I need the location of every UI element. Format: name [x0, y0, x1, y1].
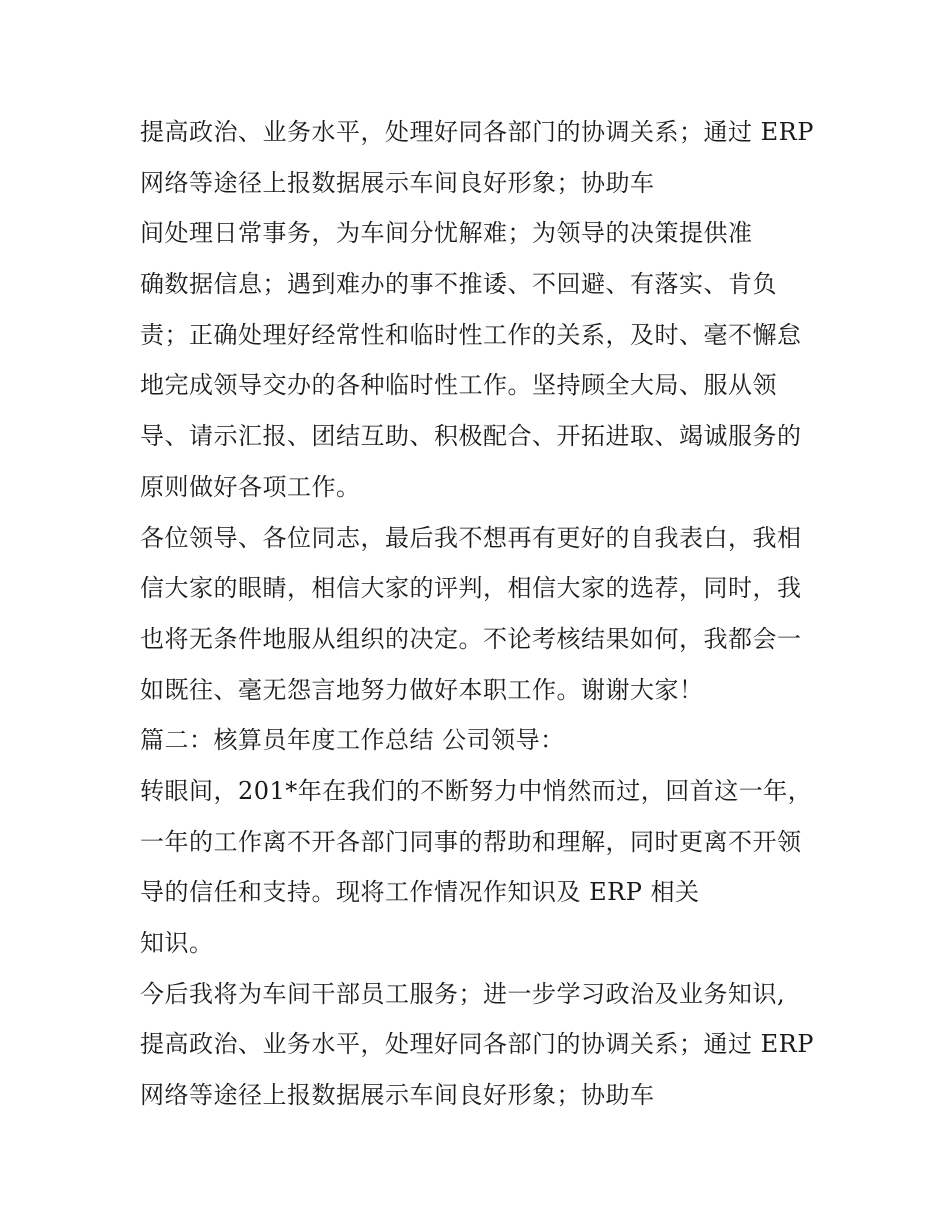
text-line: 转眼间，201*年在我们的不断努力中悄然而过，回首这一年， — [140, 776, 813, 805]
text-line: 导、请示汇报、团结互助、积极配合、开拓进取、竭诚服务的 — [140, 422, 802, 451]
text-line: 如既往、毫无怨言地努力做好本职工作。谢谢大家！ — [140, 675, 704, 704]
text-line: 信大家的眼睛，相信大家的评判，相信大家的选荐，同时，我 — [140, 574, 802, 603]
text-line: 责；正确处理好经常性和临时性工作的关系，及时、毫不懈怠 — [140, 320, 802, 349]
text-line: 网络等途径上报数据展示车间良好形象；协助车 — [140, 168, 655, 197]
text-line: 导的信任和支持。现将工作情况作知识及 ERP 相关 — [140, 878, 700, 907]
document-body — [140, 107, 820, 1121]
text-line: 知识。 — [140, 929, 214, 957]
text-line: 提高政治、业务水平，处理好同各部门的协调关系；通过 ERP — [140, 118, 814, 146]
text-line: 间处理日常事务，为车间分忧解难；为领导的决策提供准 — [140, 219, 753, 248]
text-line: 地完成领导交办的各种临时性工作。坚持顾全大局、服从领 — [140, 371, 777, 400]
text-line: 也将无条件地服从组织的决定。不论考核结果如何，我都会一 — [140, 624, 802, 653]
text-line: 一年的工作离不开各部门同事的帮助和理解，同时更离不开领 — [140, 827, 802, 856]
text-line: 各位领导、各位同志，最后我不想再有更好的自我表白，我相 — [140, 523, 802, 552]
text-line: 原则做好各项工作。 — [140, 472, 361, 501]
text-line: 今后我将为车间干部员工服务；进一步学习政治及业务知识, — [140, 979, 786, 1008]
section-heading: 篇二：核算员年度工作总结 公司领导： — [140, 726, 565, 755]
text-line: 网络等途径上报数据展示车间良好形象；协助车 — [140, 1081, 655, 1110]
text-line: 提高政治、业务水平，处理好同各部门的协调关系；通过 ERP — [140, 1030, 814, 1059]
text-line: 确数据信息；遇到难办的事不推诿、不回避、有落实、肯负 — [140, 270, 777, 299]
